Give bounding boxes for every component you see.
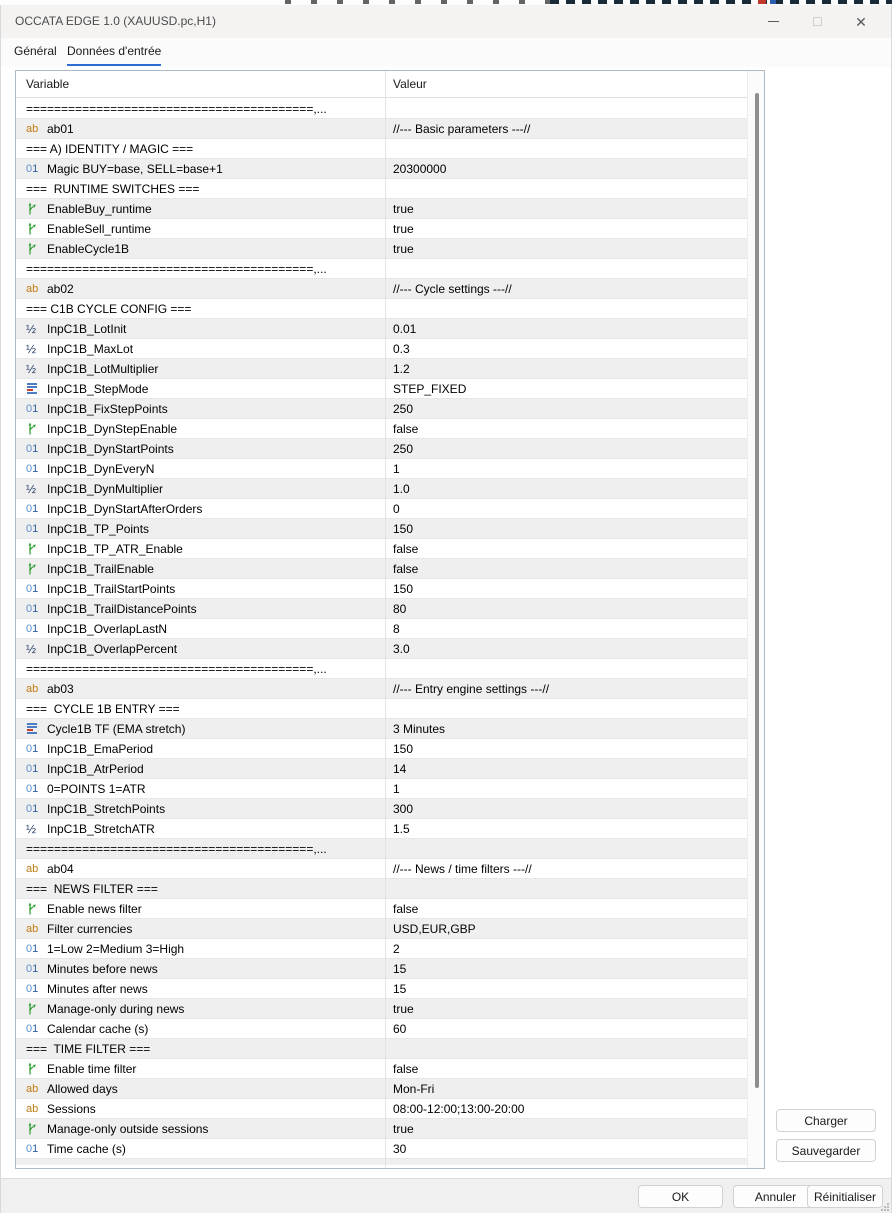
param-row[interactable] bbox=[16, 599, 747, 619]
param-value-cell[interactable]: 30 bbox=[393, 1141, 407, 1156]
boolean-param-icon bbox=[26, 242, 43, 256]
param-value-cell[interactable]: 60 bbox=[393, 1021, 407, 1036]
param-name-cell bbox=[16, 359, 386, 378]
chart-dashes-icon bbox=[285, 0, 550, 4]
param-value-cell[interactable]: 150 bbox=[393, 581, 414, 596]
load-button[interactable]: Charger bbox=[776, 1109, 876, 1132]
integer-param-icon: 0 1 bbox=[26, 582, 39, 595]
param-name: === RUNTIME SWITCHES === bbox=[26, 181, 200, 196]
column-header-variable: Variable bbox=[26, 77, 70, 91]
param-row[interactable] bbox=[16, 799, 747, 819]
param-row[interactable] bbox=[16, 459, 747, 479]
param-value-cell[interactable]: true bbox=[393, 1121, 414, 1136]
param-name-cell bbox=[16, 1119, 386, 1138]
param-value-cell[interactable] bbox=[386, 299, 747, 318]
param-value-cell[interactable]: 2 bbox=[393, 941, 400, 956]
param-name-cell bbox=[16, 839, 386, 858]
param-name: InpC1B_StepMode bbox=[47, 381, 149, 396]
param-row[interactable] bbox=[16, 1079, 747, 1099]
param-name-cell bbox=[16, 219, 386, 238]
string-param-icon: ab bbox=[26, 862, 39, 875]
param-value-cell[interactable]: 0.3 bbox=[393, 341, 410, 356]
integer-param-icon: 0 1 bbox=[26, 942, 39, 955]
param-name: Allowed days bbox=[47, 1081, 118, 1096]
param-value-cell[interactable]: 0.01 bbox=[393, 321, 417, 336]
save-button[interactable]: Sauvegarder bbox=[776, 1139, 876, 1162]
param-name-cell bbox=[16, 1059, 386, 1078]
param-row[interactable] bbox=[16, 899, 747, 919]
param-value-cell[interactable] bbox=[386, 99, 747, 118]
param-row[interactable] bbox=[16, 279, 747, 299]
param-name-cell bbox=[16, 699, 386, 718]
param-name: InpC1B_LotMultiplier bbox=[47, 361, 159, 376]
param-row[interactable] bbox=[16, 519, 747, 539]
integer-param-icon: 0 1 bbox=[26, 602, 39, 615]
param-row[interactable] bbox=[16, 619, 747, 639]
param-value-cell[interactable]: 1.0 bbox=[393, 481, 410, 496]
param-value-cell[interactable] bbox=[386, 879, 747, 898]
param-row[interactable] bbox=[16, 1039, 747, 1059]
param-name-cell bbox=[16, 479, 386, 498]
param-name-cell bbox=[16, 199, 386, 218]
param-value-cell[interactable]: 250 bbox=[393, 401, 414, 416]
column-header-valeur: Valeur bbox=[393, 77, 427, 91]
param-name-cell bbox=[16, 719, 386, 738]
param-name-cell bbox=[16, 979, 386, 998]
integer-param-icon: 0 1 bbox=[26, 782, 39, 795]
param-name: Enable time filter bbox=[47, 1061, 137, 1076]
param-name-cell bbox=[16, 659, 386, 678]
param-name: InpC1B_EmaPeriod bbox=[47, 741, 154, 756]
param-row[interactable] bbox=[16, 219, 747, 239]
param-row[interactable] bbox=[16, 939, 747, 959]
param-value-cell[interactable] bbox=[386, 139, 747, 158]
param-value-cell[interactable]: 1 bbox=[393, 461, 400, 476]
cancel-button[interactable]: Annuler bbox=[733, 1185, 818, 1208]
double-param-icon: ½ bbox=[26, 341, 37, 356]
param-row[interactable] bbox=[16, 919, 747, 939]
param-value-cell[interactable]: 14 bbox=[393, 761, 407, 776]
integer-param-icon: 0 1 bbox=[26, 442, 39, 455]
param-row-partial bbox=[16, 1159, 747, 1165]
param-name-cell bbox=[16, 1079, 386, 1098]
param-name: Time cache (s) bbox=[47, 1141, 126, 1156]
param-name-cell bbox=[16, 919, 386, 938]
close-icon: ✕ bbox=[855, 13, 867, 30]
param-value-cell[interactable]: false bbox=[393, 561, 419, 576]
param-name: InpC1B_FixStepPoints bbox=[47, 401, 168, 416]
param-name: Sessions bbox=[47, 1101, 96, 1116]
param-name-cell bbox=[16, 119, 386, 138]
param-row[interactable] bbox=[16, 179, 747, 199]
tab-donnees-dentree[interactable]: Données d'entrée bbox=[67, 44, 161, 66]
enum-param-icon bbox=[26, 382, 43, 395]
param-value-cell[interactable]: true bbox=[393, 201, 414, 216]
boolean-param-icon bbox=[26, 422, 43, 436]
reset-button[interactable]: Réinitialiser bbox=[807, 1185, 883, 1208]
param-name-cell bbox=[16, 419, 386, 438]
param-value-cell[interactable]: 80 bbox=[393, 601, 407, 616]
param-name-cell bbox=[16, 1099, 386, 1118]
param-name-cell bbox=[16, 939, 386, 958]
param-name: InpC1B_TrailStartPoints bbox=[47, 581, 176, 596]
integer-param-icon: 0 1 bbox=[26, 402, 39, 415]
param-row[interactable] bbox=[16, 439, 747, 459]
param-name: InpC1B_StretchPoints bbox=[47, 801, 166, 816]
param-name-cell bbox=[16, 1039, 386, 1058]
param-name: =========================================,... bbox=[26, 101, 327, 116]
tab-general[interactable]: Général bbox=[14, 44, 57, 58]
param-row[interactable] bbox=[16, 979, 747, 999]
param-row[interactable] bbox=[16, 839, 747, 859]
param-name-cell bbox=[16, 819, 386, 838]
integer-param-icon: 0 1 bbox=[26, 522, 39, 535]
param-value-cell[interactable]: 15 bbox=[393, 981, 407, 996]
param-name-cell bbox=[16, 959, 386, 978]
integer-param-icon: 0 1 bbox=[26, 962, 39, 975]
param-row[interactable] bbox=[16, 99, 747, 119]
param-name: InpC1B_TP_ATR_Enable bbox=[47, 541, 183, 556]
param-name-cell bbox=[16, 999, 386, 1018]
integer-param-icon: 0 1 bbox=[26, 162, 39, 175]
param-value-cell[interactable]: true bbox=[393, 241, 414, 256]
param-row[interactable] bbox=[16, 1019, 747, 1039]
integer-param-icon: 0 1 bbox=[26, 502, 39, 515]
param-name: =========================================,... bbox=[26, 261, 327, 276]
param-name: Filter currencies bbox=[47, 921, 133, 936]
param-name: Manage-only outside sessions bbox=[47, 1121, 209, 1136]
param-row[interactable] bbox=[16, 1119, 747, 1139]
param-name-cell bbox=[16, 259, 386, 278]
ea-inputs-dialog bbox=[0, 5, 892, 1213]
param-row[interactable] bbox=[16, 879, 747, 899]
string-param-icon: ab bbox=[26, 922, 39, 935]
param-name: === TIME FILTER === bbox=[26, 1041, 151, 1056]
column-divider bbox=[385, 71, 386, 1168]
param-name: ab01 bbox=[47, 121, 74, 136]
chart-blue-mark-icon bbox=[770, 0, 776, 4]
string-param-icon: ab bbox=[26, 1102, 39, 1115]
param-name-cell bbox=[16, 139, 386, 158]
param-row[interactable] bbox=[16, 299, 747, 319]
ok-button[interactable]: OK bbox=[638, 1185, 723, 1208]
param-value-cell[interactable] bbox=[386, 699, 747, 718]
param-row[interactable] bbox=[16, 319, 747, 339]
minimize-button[interactable] bbox=[751, 5, 795, 38]
table-header bbox=[16, 71, 764, 98]
param-name: InpC1B_TrailEnable bbox=[47, 561, 154, 576]
param-value-cell[interactable]: //--- News / time filters ---// bbox=[393, 861, 532, 876]
param-name: InpC1B_TrailDistancePoints bbox=[47, 601, 197, 616]
param-name: ab03 bbox=[47, 681, 74, 696]
window-title: OCCATA EDGE 1.0 (XAUUSD.pc,H1) bbox=[15, 14, 216, 28]
param-value-cell[interactable]: 0 bbox=[393, 501, 400, 516]
param-row[interactable] bbox=[16, 259, 747, 279]
param-name: 1=Low 2=Medium 3=High bbox=[47, 941, 185, 956]
param-name: InpC1B_DynStartAfterOrders bbox=[47, 501, 203, 516]
param-name-cell bbox=[16, 879, 386, 898]
param-name-cell bbox=[16, 319, 386, 338]
param-row[interactable] bbox=[16, 739, 747, 759]
param-row[interactable] bbox=[16, 139, 747, 159]
param-name: Cycle1B TF (EMA stretch) bbox=[47, 721, 186, 736]
param-value-cell[interactable]: false bbox=[393, 901, 419, 916]
param-value-cell[interactable]: true bbox=[393, 221, 414, 236]
param-name: ab04 bbox=[47, 861, 74, 876]
boolean-param-icon bbox=[26, 1122, 43, 1136]
param-row[interactable] bbox=[16, 359, 747, 379]
boolean-param-icon bbox=[26, 222, 43, 236]
string-param-icon: ab bbox=[26, 1082, 39, 1095]
param-name: Calendar cache (s) bbox=[47, 1021, 149, 1036]
param-row[interactable] bbox=[16, 819, 747, 839]
param-row[interactable] bbox=[16, 159, 747, 179]
param-name-cell bbox=[16, 639, 386, 658]
param-name: InpC1B_DynMultiplier bbox=[47, 481, 164, 496]
boolean-param-icon bbox=[26, 1002, 43, 1016]
param-row[interactable] bbox=[16, 119, 747, 139]
param-value-cell[interactable]: 1.5 bbox=[393, 821, 410, 836]
minimize-icon bbox=[768, 21, 779, 22]
param-value-cell[interactable]: false bbox=[393, 421, 419, 436]
footer-bar bbox=[1, 1178, 891, 1213]
param-value-cell[interactable]: //--- Cycle settings ---// bbox=[393, 281, 512, 296]
param-name-cell bbox=[16, 859, 386, 878]
integer-param-icon: 0 1 bbox=[26, 742, 39, 755]
param-row[interactable] bbox=[16, 659, 747, 679]
chart-dashes-icon bbox=[550, 0, 892, 4]
param-row[interactable] bbox=[16, 379, 747, 399]
param-name-cell bbox=[16, 799, 386, 818]
boolean-param-icon bbox=[26, 562, 43, 576]
param-name: InpC1B_TP_Points bbox=[47, 521, 150, 536]
param-name-cell bbox=[16, 279, 386, 298]
close-button[interactable] bbox=[839, 5, 883, 38]
param-name-cell bbox=[16, 299, 386, 318]
param-value-cell[interactable]: 3.0 bbox=[393, 641, 410, 656]
param-name-cell bbox=[16, 439, 386, 458]
table-body bbox=[16, 99, 747, 1165]
param-name-cell bbox=[16, 179, 386, 198]
param-name-cell bbox=[16, 459, 386, 478]
param-value-cell[interactable]: true bbox=[393, 1001, 414, 1016]
integer-param-icon: 0 1 bbox=[26, 1022, 39, 1035]
param-name-cell bbox=[16, 1019, 386, 1038]
param-name: InpC1B_DynStepEnable bbox=[47, 421, 178, 436]
param-row[interactable] bbox=[16, 759, 747, 779]
double-param-icon: ½ bbox=[26, 641, 37, 656]
param-name: InpC1B_MaxLot bbox=[47, 341, 134, 356]
param-value-cell[interactable]: 15 bbox=[393, 961, 407, 976]
param-name: InpC1B_DynStartPoints bbox=[47, 441, 174, 456]
param-name-cell bbox=[16, 679, 386, 698]
param-row[interactable] bbox=[16, 239, 747, 259]
integer-param-icon: 0 1 bbox=[26, 622, 39, 635]
maximize-button[interactable] bbox=[795, 5, 839, 38]
param-name-cell bbox=[16, 339, 386, 358]
param-row[interactable] bbox=[16, 719, 747, 739]
param-name-cell bbox=[16, 739, 386, 758]
param-name: ab02 bbox=[47, 281, 74, 296]
param-name: Minutes after news bbox=[47, 981, 148, 996]
integer-param-icon: 0 1 bbox=[26, 462, 39, 475]
param-name: InpC1B_OverlapPercent bbox=[47, 641, 178, 656]
param-value-cell[interactable]: 150 bbox=[393, 741, 414, 756]
param-name-cell bbox=[16, 619, 386, 638]
param-value-cell[interactable]: //--- Basic parameters ---// bbox=[393, 121, 531, 136]
param-value-cell[interactable]: USD,EUR,GBP bbox=[393, 921, 476, 936]
param-value-cell[interactable] bbox=[386, 839, 747, 858]
integer-param-icon: 0 1 bbox=[26, 762, 39, 775]
string-param-icon: ab bbox=[26, 282, 39, 295]
boolean-param-icon bbox=[26, 542, 43, 556]
param-row[interactable] bbox=[16, 339, 747, 359]
inputs-table bbox=[15, 70, 765, 1169]
param-row[interactable] bbox=[16, 559, 747, 579]
param-name: InpC1B_LotInit bbox=[47, 321, 127, 336]
param-row[interactable] bbox=[16, 499, 747, 519]
param-value-cell[interactable]: 08:00-12:00;13:00-20:00 bbox=[393, 1101, 525, 1116]
window-controls bbox=[751, 5, 883, 38]
param-row[interactable] bbox=[16, 1059, 747, 1079]
param-row[interactable] bbox=[16, 859, 747, 879]
param-name-cell bbox=[16, 579, 386, 598]
param-row[interactable] bbox=[16, 699, 747, 719]
param-name: === NEWS FILTER === bbox=[26, 881, 158, 896]
param-row[interactable] bbox=[16, 539, 747, 559]
param-row[interactable] bbox=[16, 419, 747, 439]
param-row[interactable] bbox=[16, 199, 747, 219]
param-name: 0=POINTS 1=ATR bbox=[47, 781, 146, 796]
param-value-cell[interactable]: STEP_FIXED bbox=[393, 381, 467, 396]
integer-param-icon: 0 1 bbox=[26, 982, 39, 995]
param-name-cell bbox=[16, 379, 386, 398]
param-value-cell[interactable]: false bbox=[393, 541, 419, 556]
param-name-cell bbox=[16, 599, 386, 618]
param-name-cell bbox=[16, 539, 386, 558]
param-value-cell[interactable] bbox=[386, 179, 747, 198]
param-value-cell[interactable]: 1.2 bbox=[393, 361, 410, 376]
param-value-cell[interactable] bbox=[386, 659, 747, 678]
param-name: =========================================,... bbox=[26, 661, 327, 676]
double-param-icon: ½ bbox=[26, 821, 37, 836]
string-param-icon: ab bbox=[26, 682, 39, 695]
param-value-cell[interactable]: 300 bbox=[393, 801, 414, 816]
param-value-cell[interactable] bbox=[386, 259, 747, 278]
param-name: EnableSell_runtime bbox=[47, 221, 152, 236]
param-row[interactable] bbox=[16, 1099, 747, 1119]
param-value-cell[interactable]: Mon-Fri bbox=[393, 1081, 435, 1096]
param-name: Manage-only during news bbox=[47, 1001, 185, 1016]
resize-grip-icon[interactable] bbox=[880, 1202, 889, 1211]
param-value-cell[interactable]: 8 bbox=[393, 621, 400, 636]
titlebar bbox=[1, 5, 891, 38]
string-param-icon: ab bbox=[26, 122, 39, 135]
param-value-cell[interactable]: 20300000 bbox=[393, 161, 447, 176]
param-row[interactable] bbox=[16, 639, 747, 659]
param-value-cell[interactable]: 150 bbox=[393, 521, 414, 536]
scrollbar-thumb[interactable] bbox=[755, 93, 759, 1088]
param-row[interactable] bbox=[16, 399, 747, 419]
param-name: EnableCycle1B bbox=[47, 241, 130, 256]
boolean-param-icon bbox=[26, 1062, 43, 1076]
param-name: InpC1B_StretchATR bbox=[47, 821, 155, 836]
param-value-cell[interactable]: //--- Entry engine settings ---// bbox=[393, 681, 550, 696]
param-row[interactable] bbox=[16, 679, 747, 699]
param-value-cell[interactable]: 3 Minutes bbox=[393, 721, 446, 736]
param-name-cell bbox=[16, 899, 386, 918]
tab-bar bbox=[1, 38, 891, 67]
param-row[interactable] bbox=[16, 479, 747, 499]
boolean-param-icon bbox=[26, 202, 43, 216]
param-name-cell bbox=[16, 1139, 386, 1158]
param-name: EnableBuy_runtime bbox=[47, 201, 152, 216]
param-name: =========================================,... bbox=[26, 841, 327, 856]
param-row[interactable] bbox=[16, 959, 747, 979]
param-value-cell[interactable]: 1 bbox=[393, 781, 400, 796]
param-name: InpC1B_AtrPeriod bbox=[47, 761, 144, 776]
param-name-cell bbox=[16, 519, 386, 538]
param-name-cell bbox=[16, 159, 386, 178]
param-name: InpC1B_DynEveryN bbox=[47, 461, 155, 476]
integer-param-icon: 0 1 bbox=[26, 1142, 39, 1155]
param-name: Minutes before news bbox=[47, 961, 158, 976]
param-name: === C1B CYCLE CONFIG === bbox=[26, 301, 192, 316]
param-value-cell[interactable]: 250 bbox=[393, 441, 414, 456]
param-row[interactable] bbox=[16, 779, 747, 799]
boolean-param-icon bbox=[26, 902, 43, 916]
integer-param-icon: 0 1 bbox=[26, 802, 39, 815]
param-name-cell bbox=[16, 239, 386, 258]
param-name-cell bbox=[16, 399, 386, 418]
param-name-cell bbox=[16, 99, 386, 118]
param-name: Enable news filter bbox=[47, 901, 142, 916]
param-name-cell bbox=[16, 759, 386, 778]
param-name-cell bbox=[16, 779, 386, 798]
param-name: Magic BUY=base, SELL=base+1 bbox=[47, 161, 223, 176]
param-name-cell bbox=[16, 499, 386, 518]
double-param-icon: ½ bbox=[26, 481, 37, 496]
vertical-scrollbar[interactable] bbox=[747, 71, 764, 1168]
param-name: InpC1B_OverlapLastN bbox=[47, 621, 168, 636]
param-row[interactable] bbox=[16, 1139, 747, 1159]
param-name: === CYCLE 1B ENTRY === bbox=[26, 701, 180, 716]
param-row[interactable] bbox=[16, 999, 747, 1019]
param-name-cell bbox=[16, 559, 386, 578]
param-name: === A) IDENTITY / MAGIC === bbox=[26, 141, 194, 156]
double-param-icon: ½ bbox=[26, 321, 37, 336]
param-value-cell[interactable]: false bbox=[393, 1061, 419, 1076]
param-value-cell[interactable] bbox=[386, 1039, 747, 1058]
chart-red-mark-icon bbox=[758, 0, 766, 4]
double-param-icon: ½ bbox=[26, 361, 37, 376]
param-row[interactable] bbox=[16, 579, 747, 599]
enum-param-icon bbox=[26, 722, 43, 735]
maximize-icon bbox=[813, 17, 822, 26]
